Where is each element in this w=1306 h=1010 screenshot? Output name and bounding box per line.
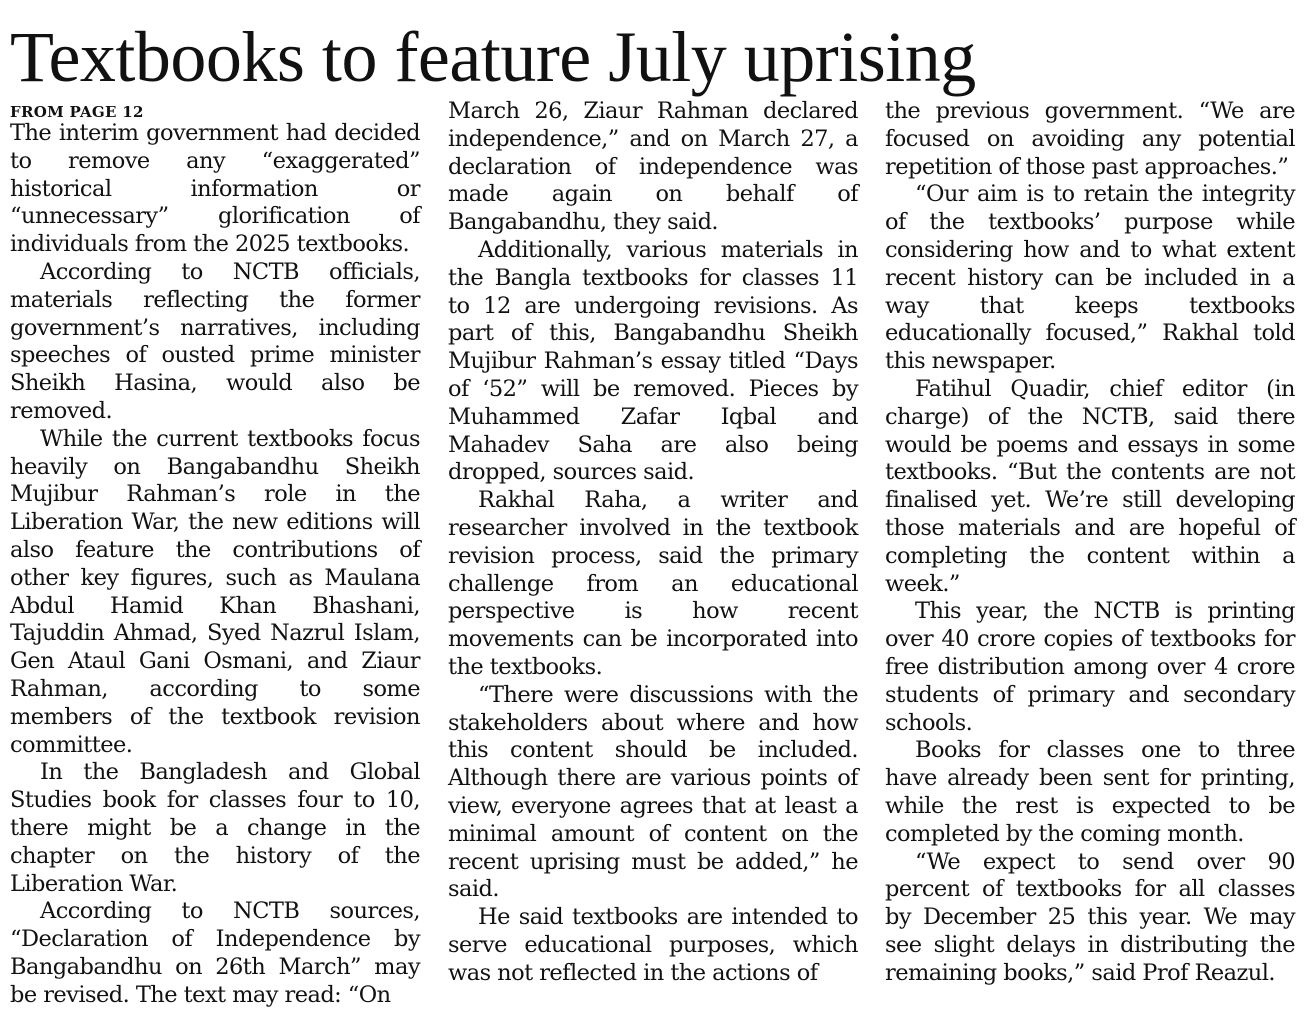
paragraph: “We expect to send over 90 percent of textbooks for all classes by December 25 this year. We may see slight delays in distributing the remaining books,” said Prof Reazul. <box>885 848 1295 986</box>
paragraph: The interim government had decided to remove any “exaggerated” historical information or “unnecessary” glorification of individuals from the 2025 textbooks. <box>10 120 420 258</box>
paragraph: In the Bangladesh and Global Studies book for classes four to 10, there might be a change in the chapter on the history of the Liberation War. <box>10 759 420 897</box>
paragraph: According to NCTB sources, “Declaration of Independence by Bangabandhu on 26th March” may be revised. The text may read: “On <box>10 898 420 1008</box>
paragraph: Books for classes one to three have already been sent for printing, while the rest is expected to be completed by the coming month. <box>885 737 1295 847</box>
paragraph: Fatihul Quadir, chief editor (in charge) of the NCTB, said there would be poems and essays in some textbooks. “But the contents are not finalised yet. We’re still developing those materials and are hopeful of completing the content within a week.” <box>885 375 1295 597</box>
paragraph-continued: the previous government. “We are focused on avoiding any potential repetition of those past approaches.” <box>885 98 1295 180</box>
column-1-body <box>10 120 420 1010</box>
paragraph: According to NCTB officials, materials reflecting the former government’s narratives, including speeches of ousted prime minister Sheikh Hasina, would also be removed. <box>10 258 420 424</box>
paragraph: This year, the NCTB is printing over 40 crore copies of textbooks for free distribution among over 4 crore students of primary and secondary schools. <box>885 598 1295 736</box>
article-column-2 <box>448 70 858 986</box>
paragraph: While the current textbooks focus heavily on Bangabandhu Sheikh Mujibur Rahman’s role in the Liberation War, the new editions will also feature the contributions of other key figures, such as Maulana Abdul Hamid Khan Bhashani, Tajuddin Ahmad, Syed Nazrul Islam, Gen Ataul Gani Osmani, and Ziaur Rahman, according to some members of the textbook revision committee. <box>10 425 420 758</box>
article-headline: Textbooks to feature July uprising <box>10 17 976 97</box>
column-2-body <box>448 98 858 988</box>
paragraph: “There were discussions with the stakeholders about where and how this content should be included. Although there are various points of view, everyone agrees that at least a minimal amount of content on the recent uprising must be added,” he said. <box>448 681 858 903</box>
column-3-body <box>885 98 1295 988</box>
paragraph: Additionally, various materials in the Bangla textbooks for classes 11 to 12 are undergoing revisions. As part of this, Bangabandhu Sheikh Mujibur Rahman’s essay titled “Days of ‘52” will be removed. Pieces by Muhammed Zafar Iqbal and Mahadev Saha are also being dropped, sources said. <box>448 236 858 486</box>
paragraph: “Our aim is to retain the integrity of the textbooks’ purpose while considering how and to what extent recent history can be included in a way that keeps textbooks educationally focused,” Rakhal told this newspaper. <box>885 181 1295 375</box>
article-column-1 <box>10 98 420 1008</box>
paragraph: He said textbooks are intended to serve educational purposes, which was not reflected in the actions of <box>448 904 858 986</box>
paragraph: Rakhal Raha, a writer and researcher involved in the textbook revision process, said the primary challenge from an educational perspective is how recent movements can be incorporated into the textbooks. <box>448 487 858 680</box>
paragraph-continued: March 26, Ziaur Rahman declared independence,” and on March 27, a declaration of independence was made again on behalf of Bangabandhu, they said. <box>448 98 858 236</box>
article-column-3 <box>885 70 1295 986</box>
jump-kicker: FROM PAGE 12 <box>10 103 144 121</box>
